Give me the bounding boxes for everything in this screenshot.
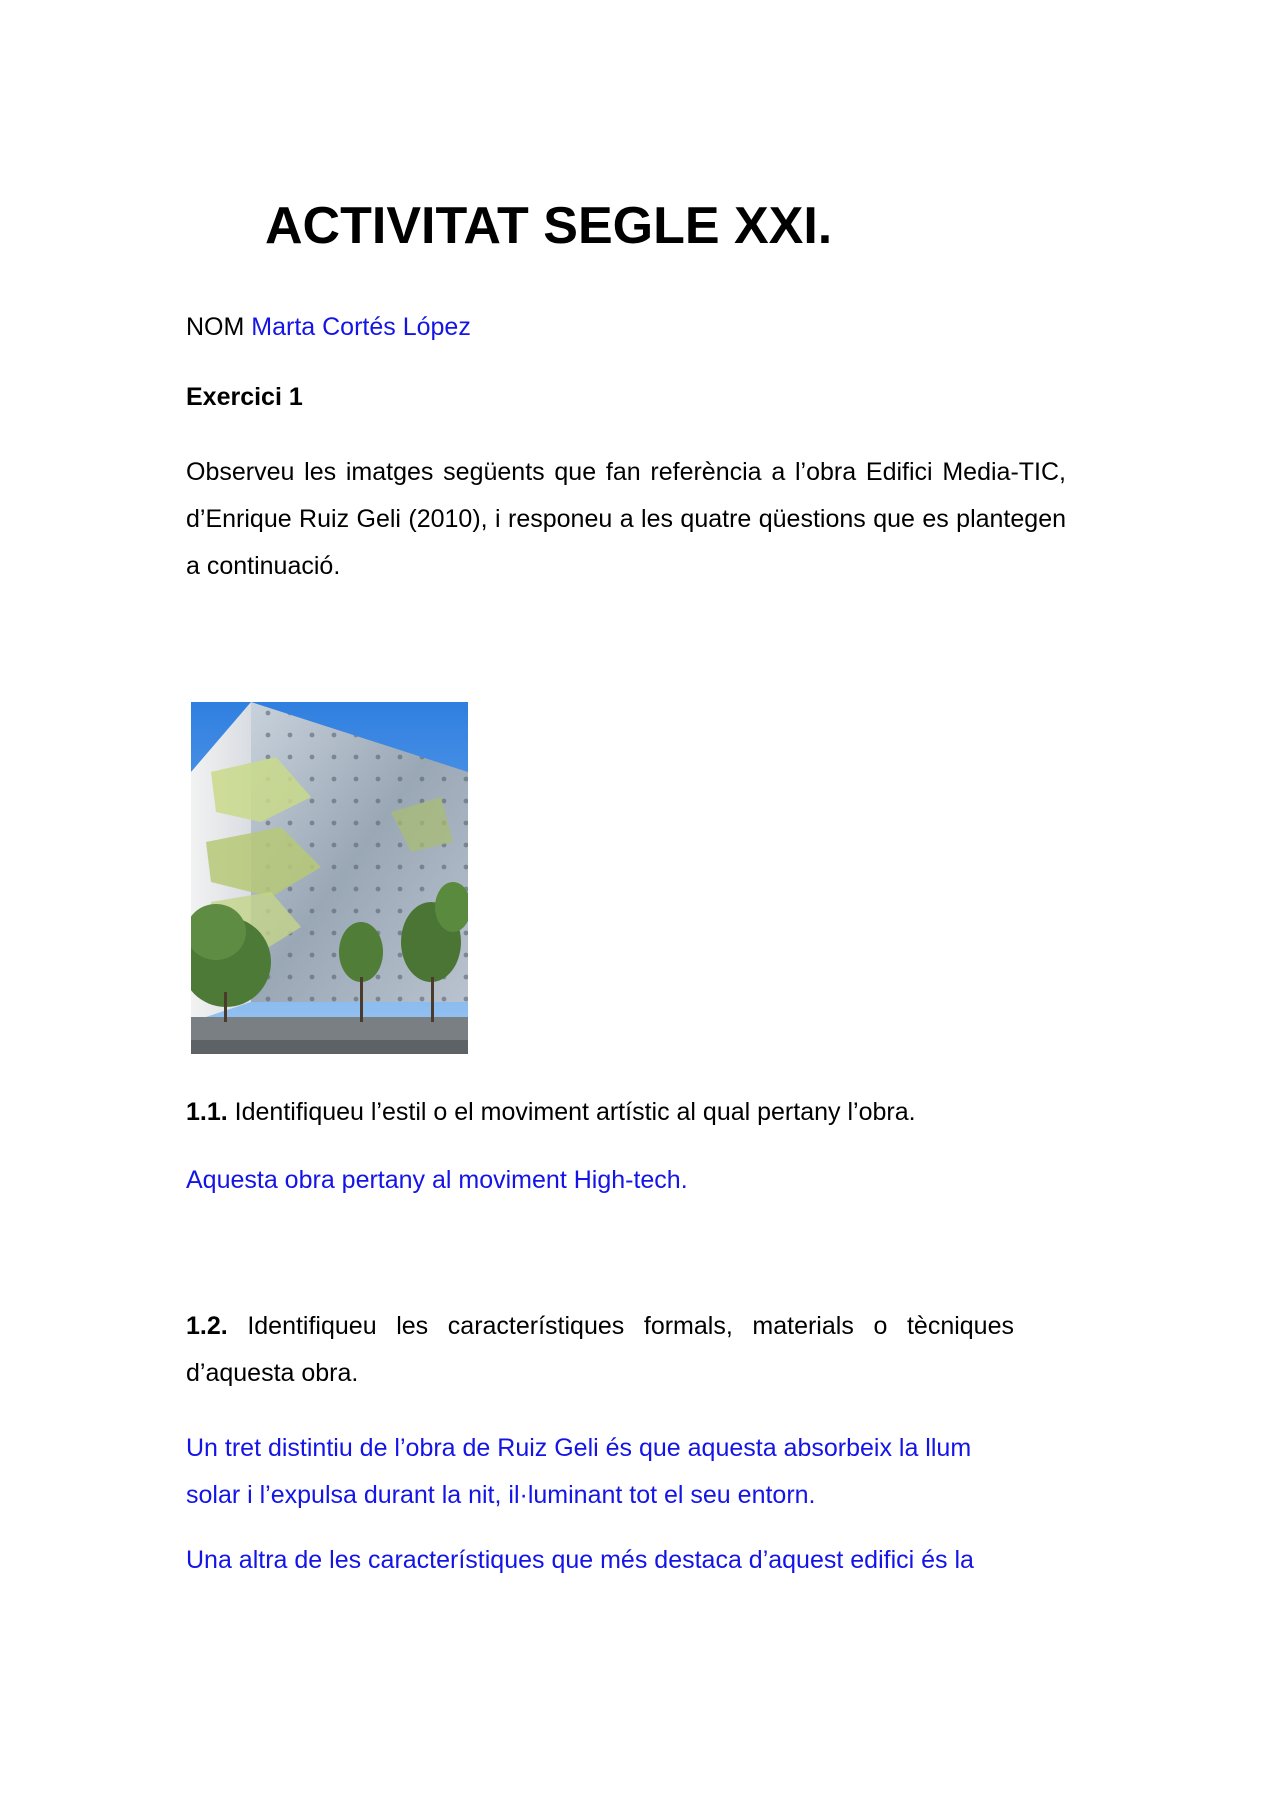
name-line	[186, 312, 471, 342]
answer-1-2-paragraph-2: Una altra de les característiques que més destaca d’aquest edifici és la	[186, 1546, 974, 1574]
answer-1-1: Aquesta obra pertany al moviment High-tech.	[186, 1166, 688, 1194]
question-1-1-number: 1.1.	[186, 1098, 228, 1126]
answer-1-2-paragraph-1: Un tret distintiu de l’obra de Ruiz Geli és que aquesta absorbeix la llum solar i l’expulsa durant la nit, il·luminant tot el seu entorn.	[186, 1434, 972, 1509]
exercise-intro: Observeu les imatges següents que fan referència a l’obra Edifici Media-TIC, d’Enrique Ruiz Geli (2010), i responeu a les quatre qüestions que es plantegen a continuació.	[186, 458, 1066, 580]
page-title: ACTIVITAT SEGLE XXI.	[265, 197, 833, 255]
exercise-heading: Exercici 1	[186, 383, 303, 411]
question-1-2-number: 1.2.	[186, 1312, 228, 1340]
student-name: Marta Cortés López	[251, 313, 471, 341]
building-photo	[191, 702, 468, 1054]
question-1-1-text: Identifiqueu l’estil o el moviment artístic al qual pertany l’obra.	[234, 1098, 916, 1126]
name-label: NOM	[186, 313, 245, 341]
question-1-1	[186, 1097, 916, 1127]
question-1-2-text: Identifiqueu les característiques formals, materials o tècniques d’aquesta obra.	[186, 1312, 1014, 1387]
question-1-2	[186, 1303, 1014, 1397]
